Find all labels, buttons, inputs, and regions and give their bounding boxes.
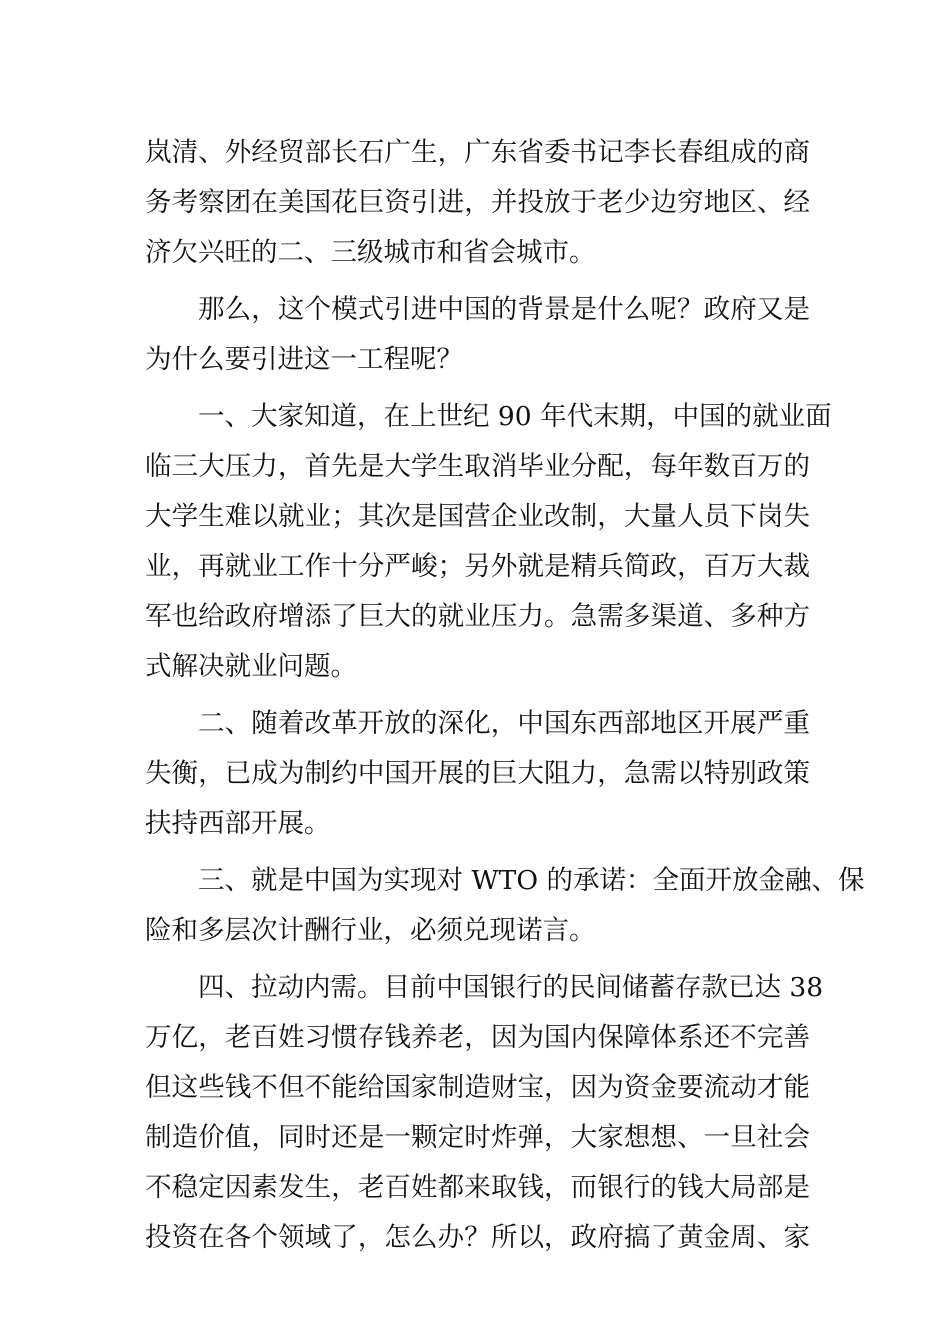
text-line: 临三大压力，首先是大学生取消毕业分配，每年数百万的 [145, 451, 810, 482]
text-line: 济欠兴旺的二、三级城市和省会城市。 [145, 237, 596, 268]
paragraph-point-three [145, 856, 865, 956]
paragraph-background-question [145, 285, 810, 385]
text-line: 险和多层次计酬行业，必须兑现诺言。 [145, 915, 596, 946]
paragraph-point-one [145, 392, 832, 692]
text-line: 万亿，老百姓习惯存钱养老，因为国内保障体系还不完善 [145, 1022, 810, 1053]
text-line: 失衡，已成为制约中国开展的巨大阻力，急需以特别政策 [145, 758, 810, 789]
text-line: 那么，这个模式引进中国的背景是什么呢？政府又是 [198, 294, 810, 325]
text-line: 但这些钱不但不能给国家制造财宝，因为资金要流动才能 [145, 1072, 810, 1103]
text-line: 业，再就业工作十分严峻；另外就是精兵简政，百万大裁 [145, 551, 810, 582]
text-line: 式解决就业问题。 [145, 651, 357, 682]
text-line: 一、大家知道，在上世纪 90 年代末期，中国的就业面 [198, 401, 832, 432]
text-line: 二、随着改革开放的深化，中国东西部地区开展严重 [198, 708, 810, 739]
text-line: 岚清、外经贸部长石广生，广东省委书记李长春组成的商 [145, 137, 810, 168]
text-line: 扶持西部开展。 [145, 808, 331, 839]
text-line: 务考察团在美国花巨资引进，并投放于老少边穷地区、经 [145, 187, 810, 218]
text-line: 军也给政府增添了巨大的就业压力。急需多渠道、多种方 [145, 601, 810, 632]
paragraph-point-four [145, 963, 824, 1263]
text-line: 不稳定因素发生，老百姓都来取钱，而银行的钱大局部是 [145, 1172, 810, 1203]
text-line: 为什么要引进这一工程呢？ [145, 344, 463, 375]
text-line: 三、就是中国为实现对 WTO 的承诺：全面开放金融、保 [198, 865, 865, 896]
paragraph-point-two [145, 699, 810, 849]
text-line: 制造价值，同时还是一颗定时炸弹，大家想想、一旦社会 [145, 1122, 810, 1153]
text-line: 投资在各个领域了，怎么办？所以，政府搞了黄金周、家 [145, 1222, 810, 1253]
text-line: 大学生难以就业；其次是国营企业改制，大量人员下岗失 [145, 501, 810, 532]
body-text [145, 128, 865, 1270]
text-line: 四、拉动内需。目前中国银行的民间储蓄存款已达 38 [198, 972, 824, 1003]
paragraph-continuation [145, 128, 810, 278]
